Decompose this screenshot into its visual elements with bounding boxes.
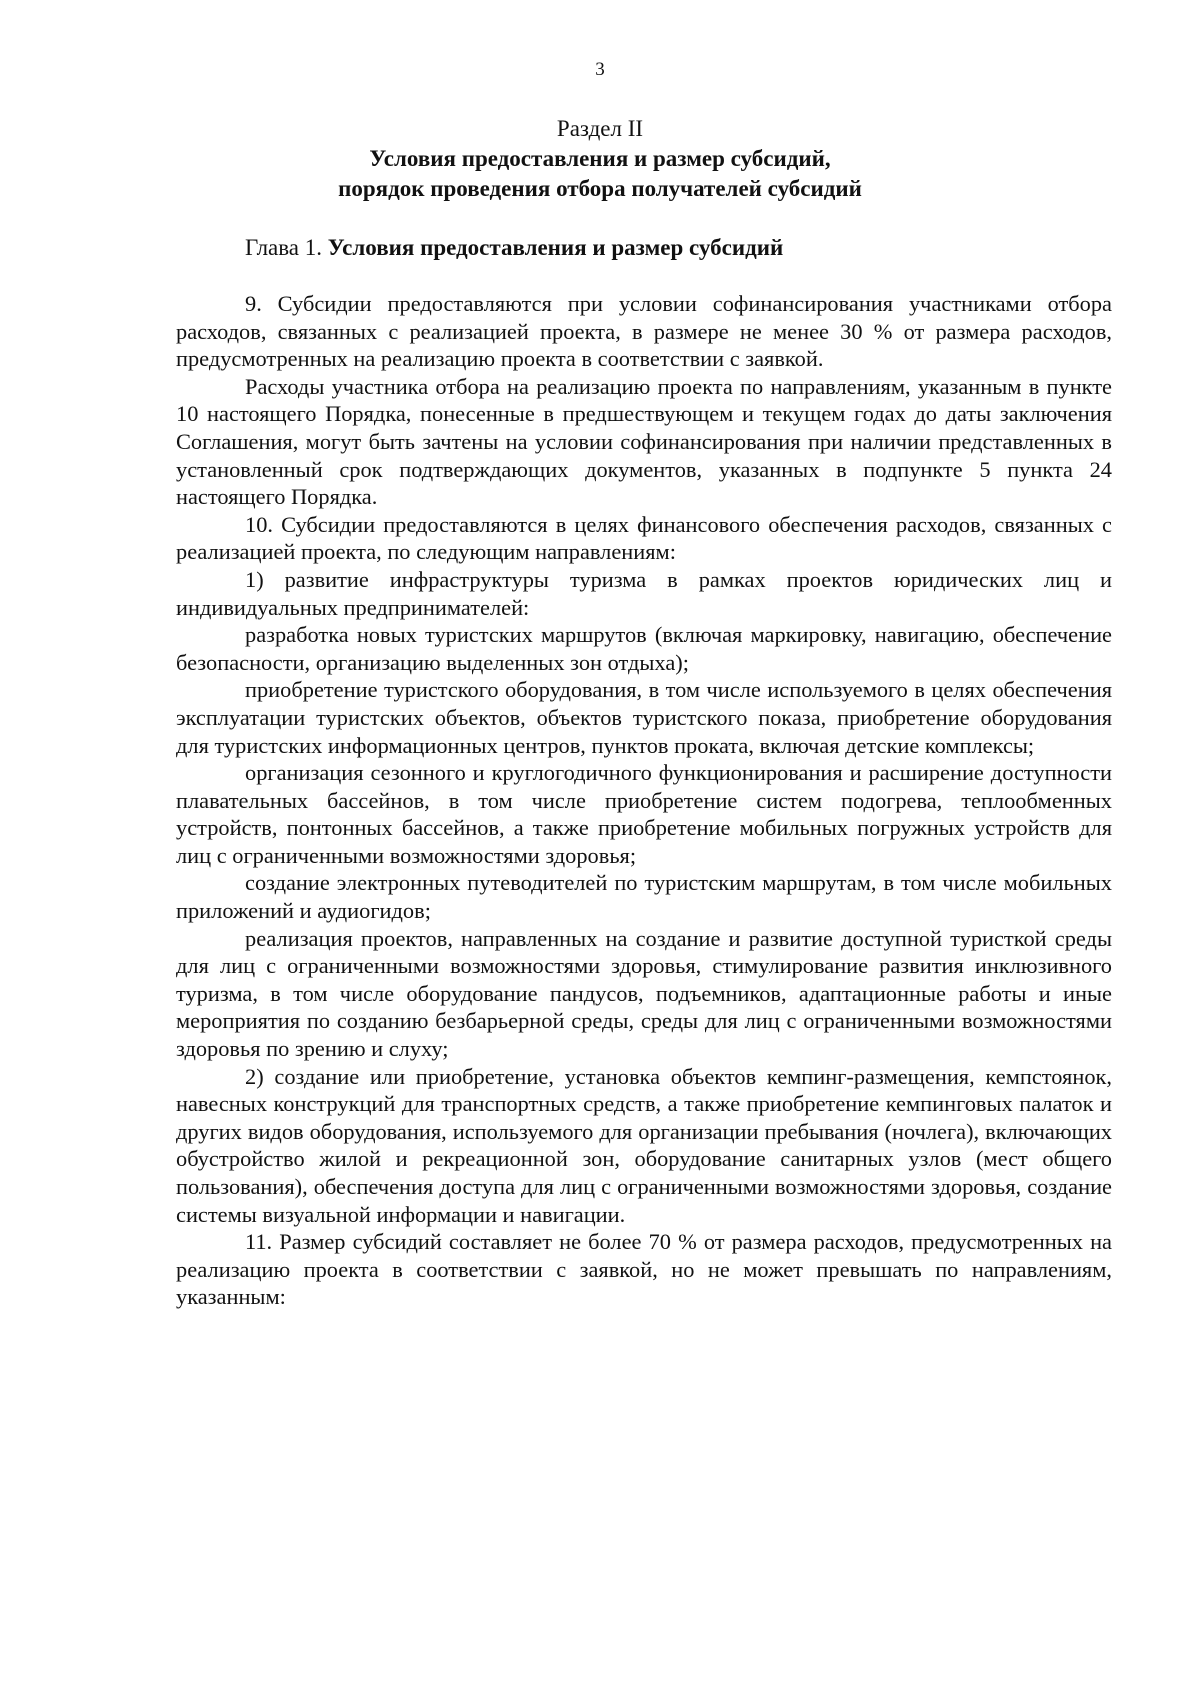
section-heading <box>0 114 1200 204</box>
paragraph-equipment: приобретение туристского оборудования, в том числе используемого в целях обеспечения эксплуатации туристских объектов, объектов туристского показа, приобретение оборудования для туристских информационных центров, пунктов проката, включая детские комплексы; <box>176 677 1112 758</box>
paragraph-accessibility: реализация проектов, направленных на создание и развитие доступной туристкой среды для лиц с ограниченными возможностями здоровья, стимулирование развития инклюзивного туризма, в том числе оборудование пандусов, подъемников, адаптационные работы и иные мероприятия по созданию безбарьерной среды, среды для лиц с ограниченными возможностями здоровья по зрению и слуху; <box>176 925 1112 1062</box>
body-text <box>176 290 1112 1311</box>
paragraph-routes: разработка новых туристских маршрутов (включая маркировку, навигацию, обеспечение безопасности, организацию выделенных зон отдыха); <box>176 622 1112 675</box>
paragraph-subitem-2: 2) создание или приобретение, установка объектов кемпинг-размещения, кемпстоянок, навесных конструкций для транспортных средств, а также приобретение кемпинговых палаток и других видов оборудования, используемого для организации пребывания (ночлега), включающих обустройство жилой и рекреационной зон, оборудование санитарных узлов (мест общего пользования), обеспечения доступа для лиц с ограниченными возможностями здоровья, создание системы визуальной информации и навигации. <box>176 1063 1112 1227</box>
section-title-line-1: Условия предоставления и размер субсидий, <box>369 146 831 171</box>
section-title-line-2: порядок проведения отбора получателей субсидий <box>338 176 862 201</box>
chapter-title: Условия предоставления и размер субсидий <box>327 235 784 260</box>
paragraph-item-9: 9. Субсидии предоставляются при условии софинансирования участниками отбора расходов, связанных с реализацией проекта, в размере не менее 30 % от размера расходов, предусмотренных на реализацию проекта в соответствии с заявкой. <box>176 291 1112 372</box>
paragraph-expenses: Расходы участника отбора на реализацию проекта по направлениям, указанным в пункте 10 настоящего Порядка, понесенные в предшествующем и текущем годах до даты заключения Соглашения, могут быть зачтены на условии софинансирования при наличии представленных в установленный срок подтверждающих документов, указанных в подпункте 5 пункта 24 настоящего Порядка. <box>176 373 1112 510</box>
paragraph-item-10: 10. Субсидии предоставляются в целях финансового обеспечения расходов, связанных с реализацией проекта, по следующим направлениям: <box>176 511 1112 565</box>
paragraph-subitem-1: 1) развитие инфраструктуры туризма в рамках проектов юридических лиц и индивидуальных предпринимателей: <box>176 566 1112 620</box>
chapter-prefix: Глава 1. <box>245 235 323 260</box>
paragraph-pools: организация сезонного и круглогодичного функционирования и расширение доступности плавательных бассейнов, в том числе приобретение систем подогрева, теплообменных устройств, понтонных бассейнов, а также приобретение мобильных погружных устройств для лиц с ограниченными возможностями здоровья; <box>176 760 1112 868</box>
page-number: 3 <box>595 59 605 80</box>
section-label: Раздел II <box>556 116 644 141</box>
paragraph-item-11: 11. Размер субсидий составляет не более 70 % от размера расходов, предусмотренных на реализацию проекта в соответствии с заявкой, но не может превышать по направлениям, указанным: <box>176 1229 1112 1310</box>
paragraph-guides: создание электронных путеводителей по туристским маршрутам, в том числе мобильных приложений и аудиогидов; <box>176 870 1112 924</box>
chapter-heading <box>245 233 783 263</box>
